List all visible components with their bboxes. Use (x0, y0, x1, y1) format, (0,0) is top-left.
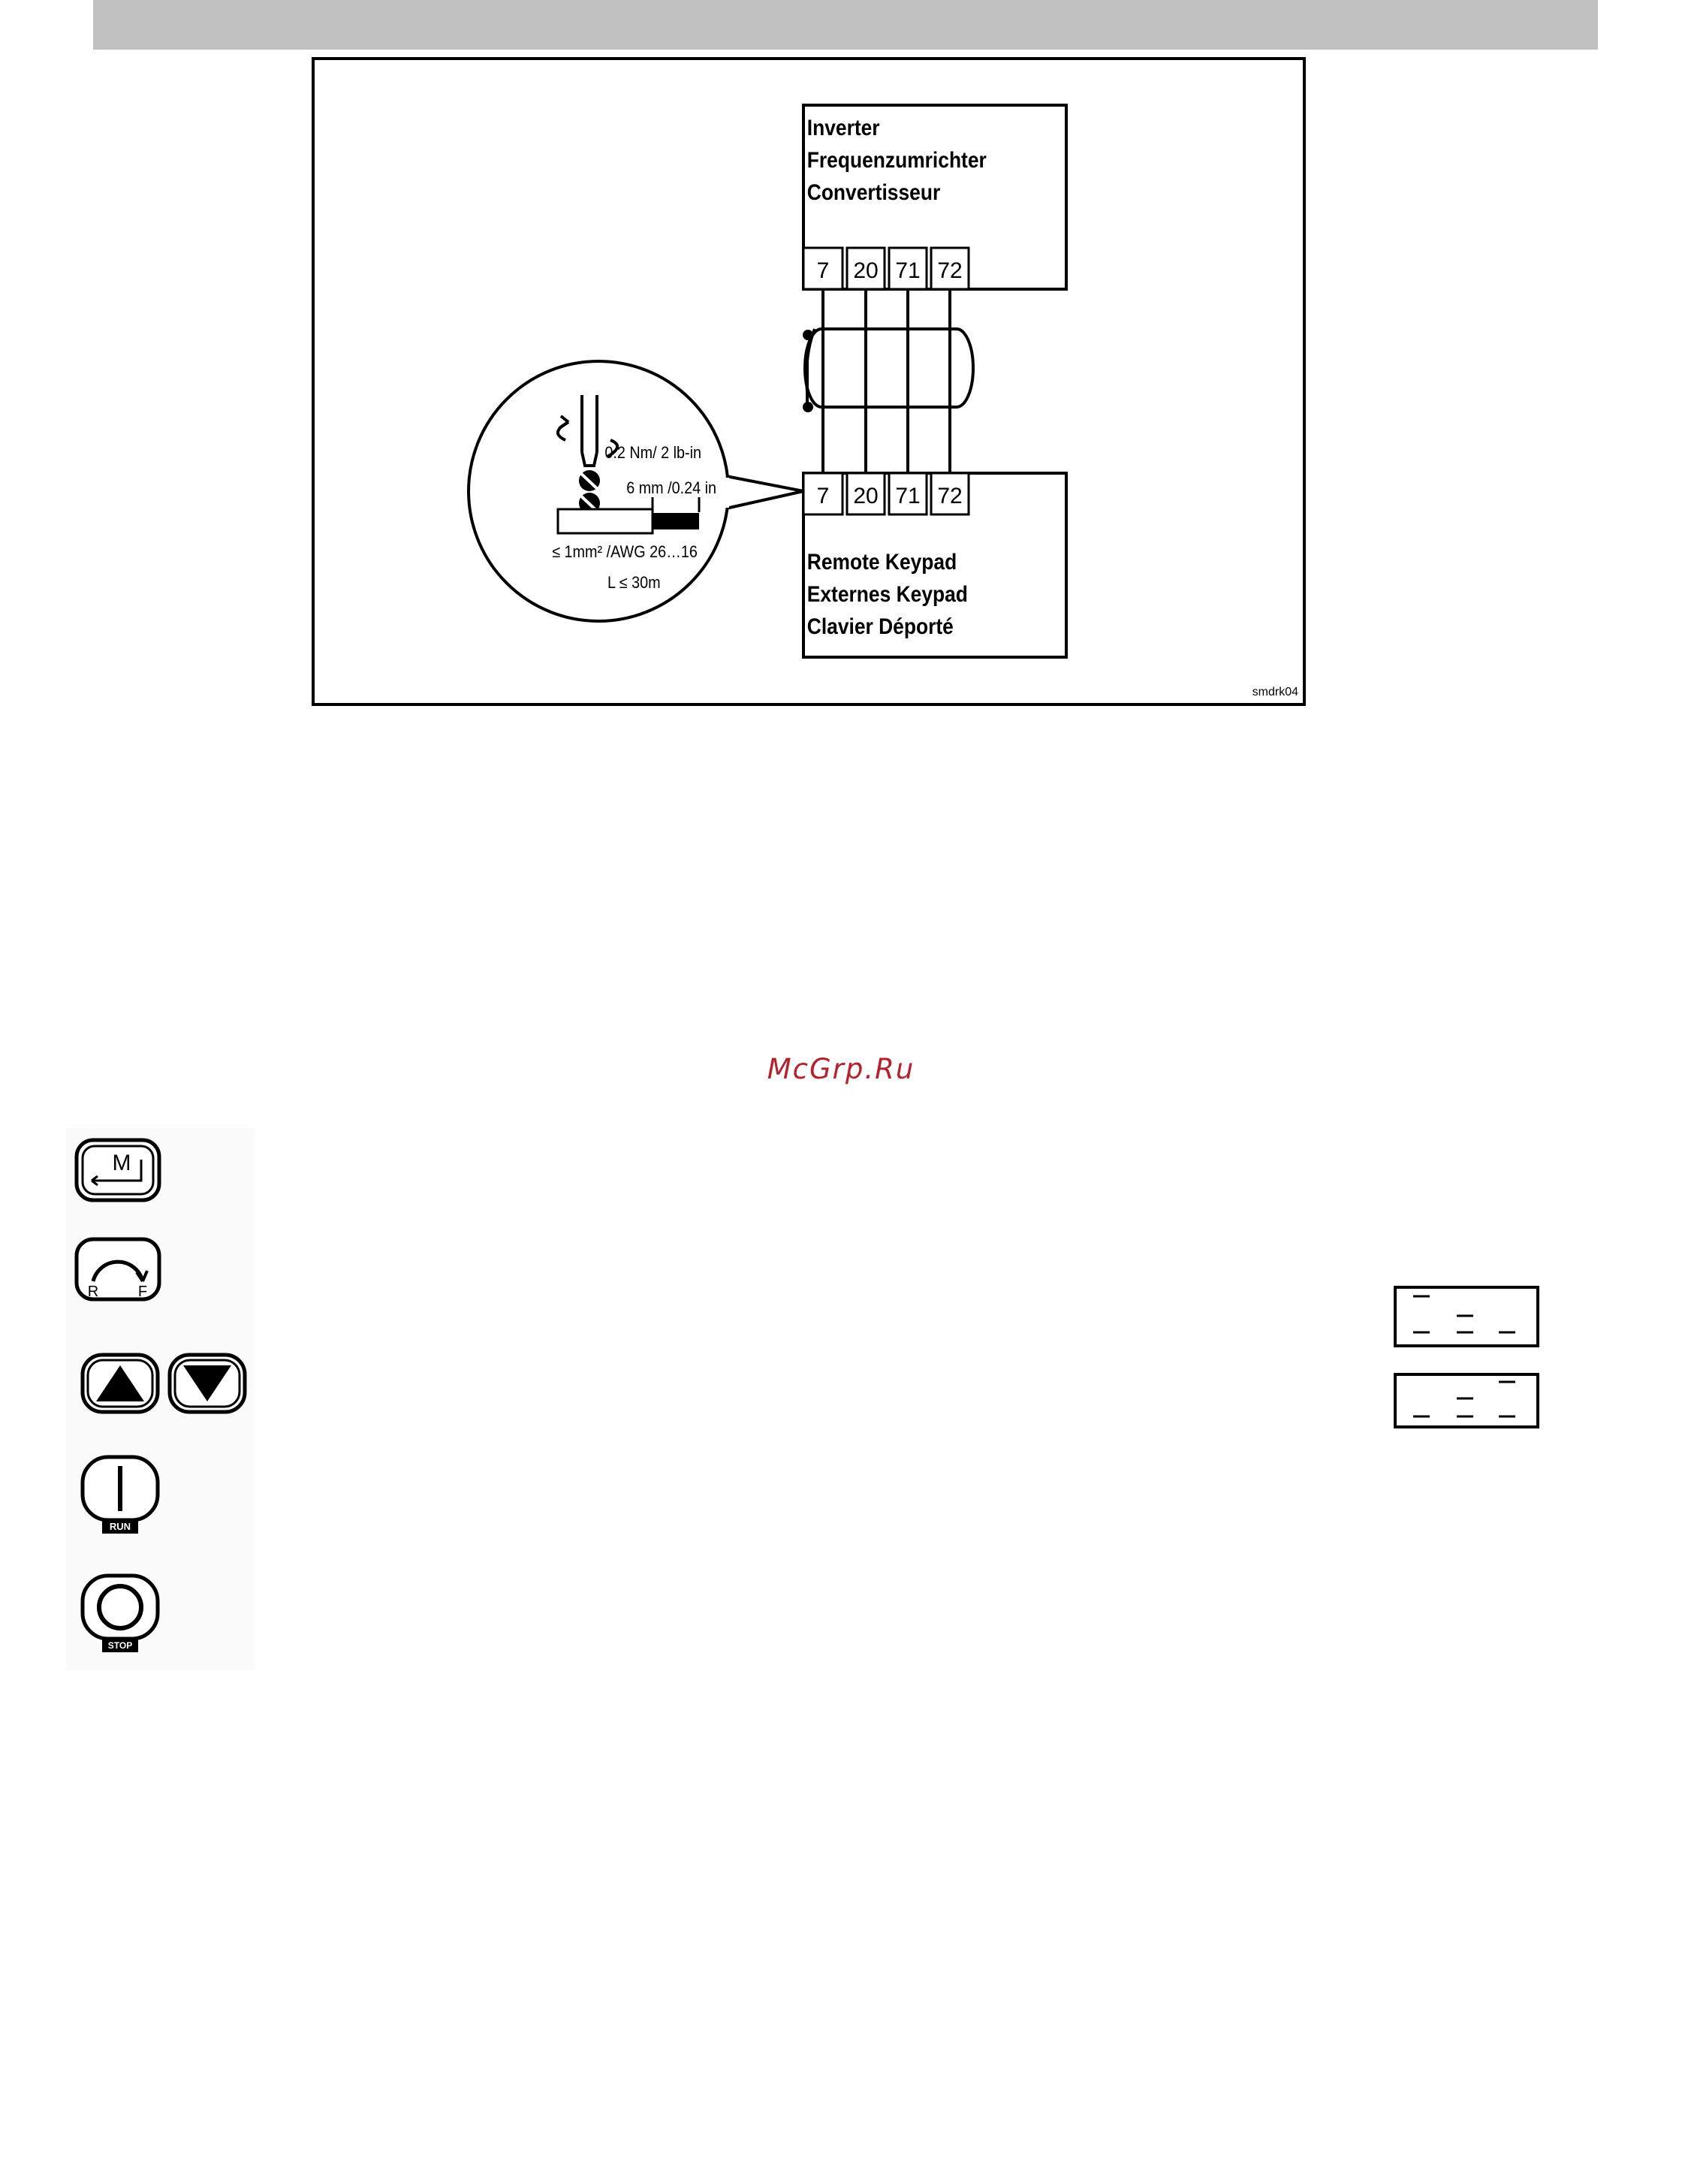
header-bar (93, 0, 1598, 50)
strip-length-spec: 6 mm /0.24 in (626, 479, 717, 498)
segment-display-icon (1394, 1373, 1539, 1428)
wiring-diagram (310, 56, 1307, 707)
stop-key-icon (80, 1573, 161, 1655)
m-key-label: M (112, 1151, 131, 1175)
keypad-label-de: Externes Keypad (806, 581, 968, 607)
mode-enter-key-icon (74, 1137, 162, 1203)
reverse-label: R (87, 1284, 99, 1300)
down-arrow-key-icon (167, 1352, 248, 1415)
keypad-label-fr: Clavier Déporté (806, 613, 954, 639)
inverter-terminal-20: 20 (853, 258, 879, 283)
inverter-label: Inverter (806, 114, 880, 140)
up-arrow-key-icon (80, 1352, 161, 1415)
keypad-terminal-7: 7 (816, 484, 830, 508)
inverter-terminal-71: 71 (895, 258, 921, 283)
wire-size-spec: ≤ 1mm² /AWG 26…16 (552, 543, 698, 562)
keypad-terminal-20: 20 (853, 484, 879, 508)
keypad-terminal-72: 72 (937, 484, 963, 508)
wire-conductor (653, 513, 699, 529)
wire-insulation (558, 509, 653, 533)
forward-label: F (137, 1284, 148, 1300)
cable-length-spec: L ≤ 30m (607, 574, 661, 593)
run-key-icon (80, 1454, 161, 1537)
inverter-label-fr: Convertisseur (806, 179, 941, 205)
run-key-label: RUN (109, 1521, 131, 1532)
direction-key-icon (74, 1236, 162, 1302)
keypad-label: Remote Keypad (806, 548, 957, 575)
keypad-terminal-71: 71 (895, 484, 921, 508)
stop-key-label: STOP (107, 1640, 133, 1651)
figure-code: smdrk04 (1252, 686, 1298, 698)
segment-display-icon (1394, 1286, 1539, 1349)
inverter-terminal-72: 72 (937, 258, 963, 283)
inverter-terminal-7: 7 (816, 258, 830, 283)
inverter-label-de: Frequenzumrichter (806, 146, 987, 173)
torque-spec: 0.2 Nm/ 2 lb-in (604, 444, 702, 463)
watermark: McGrp.Ru (767, 1053, 915, 1085)
